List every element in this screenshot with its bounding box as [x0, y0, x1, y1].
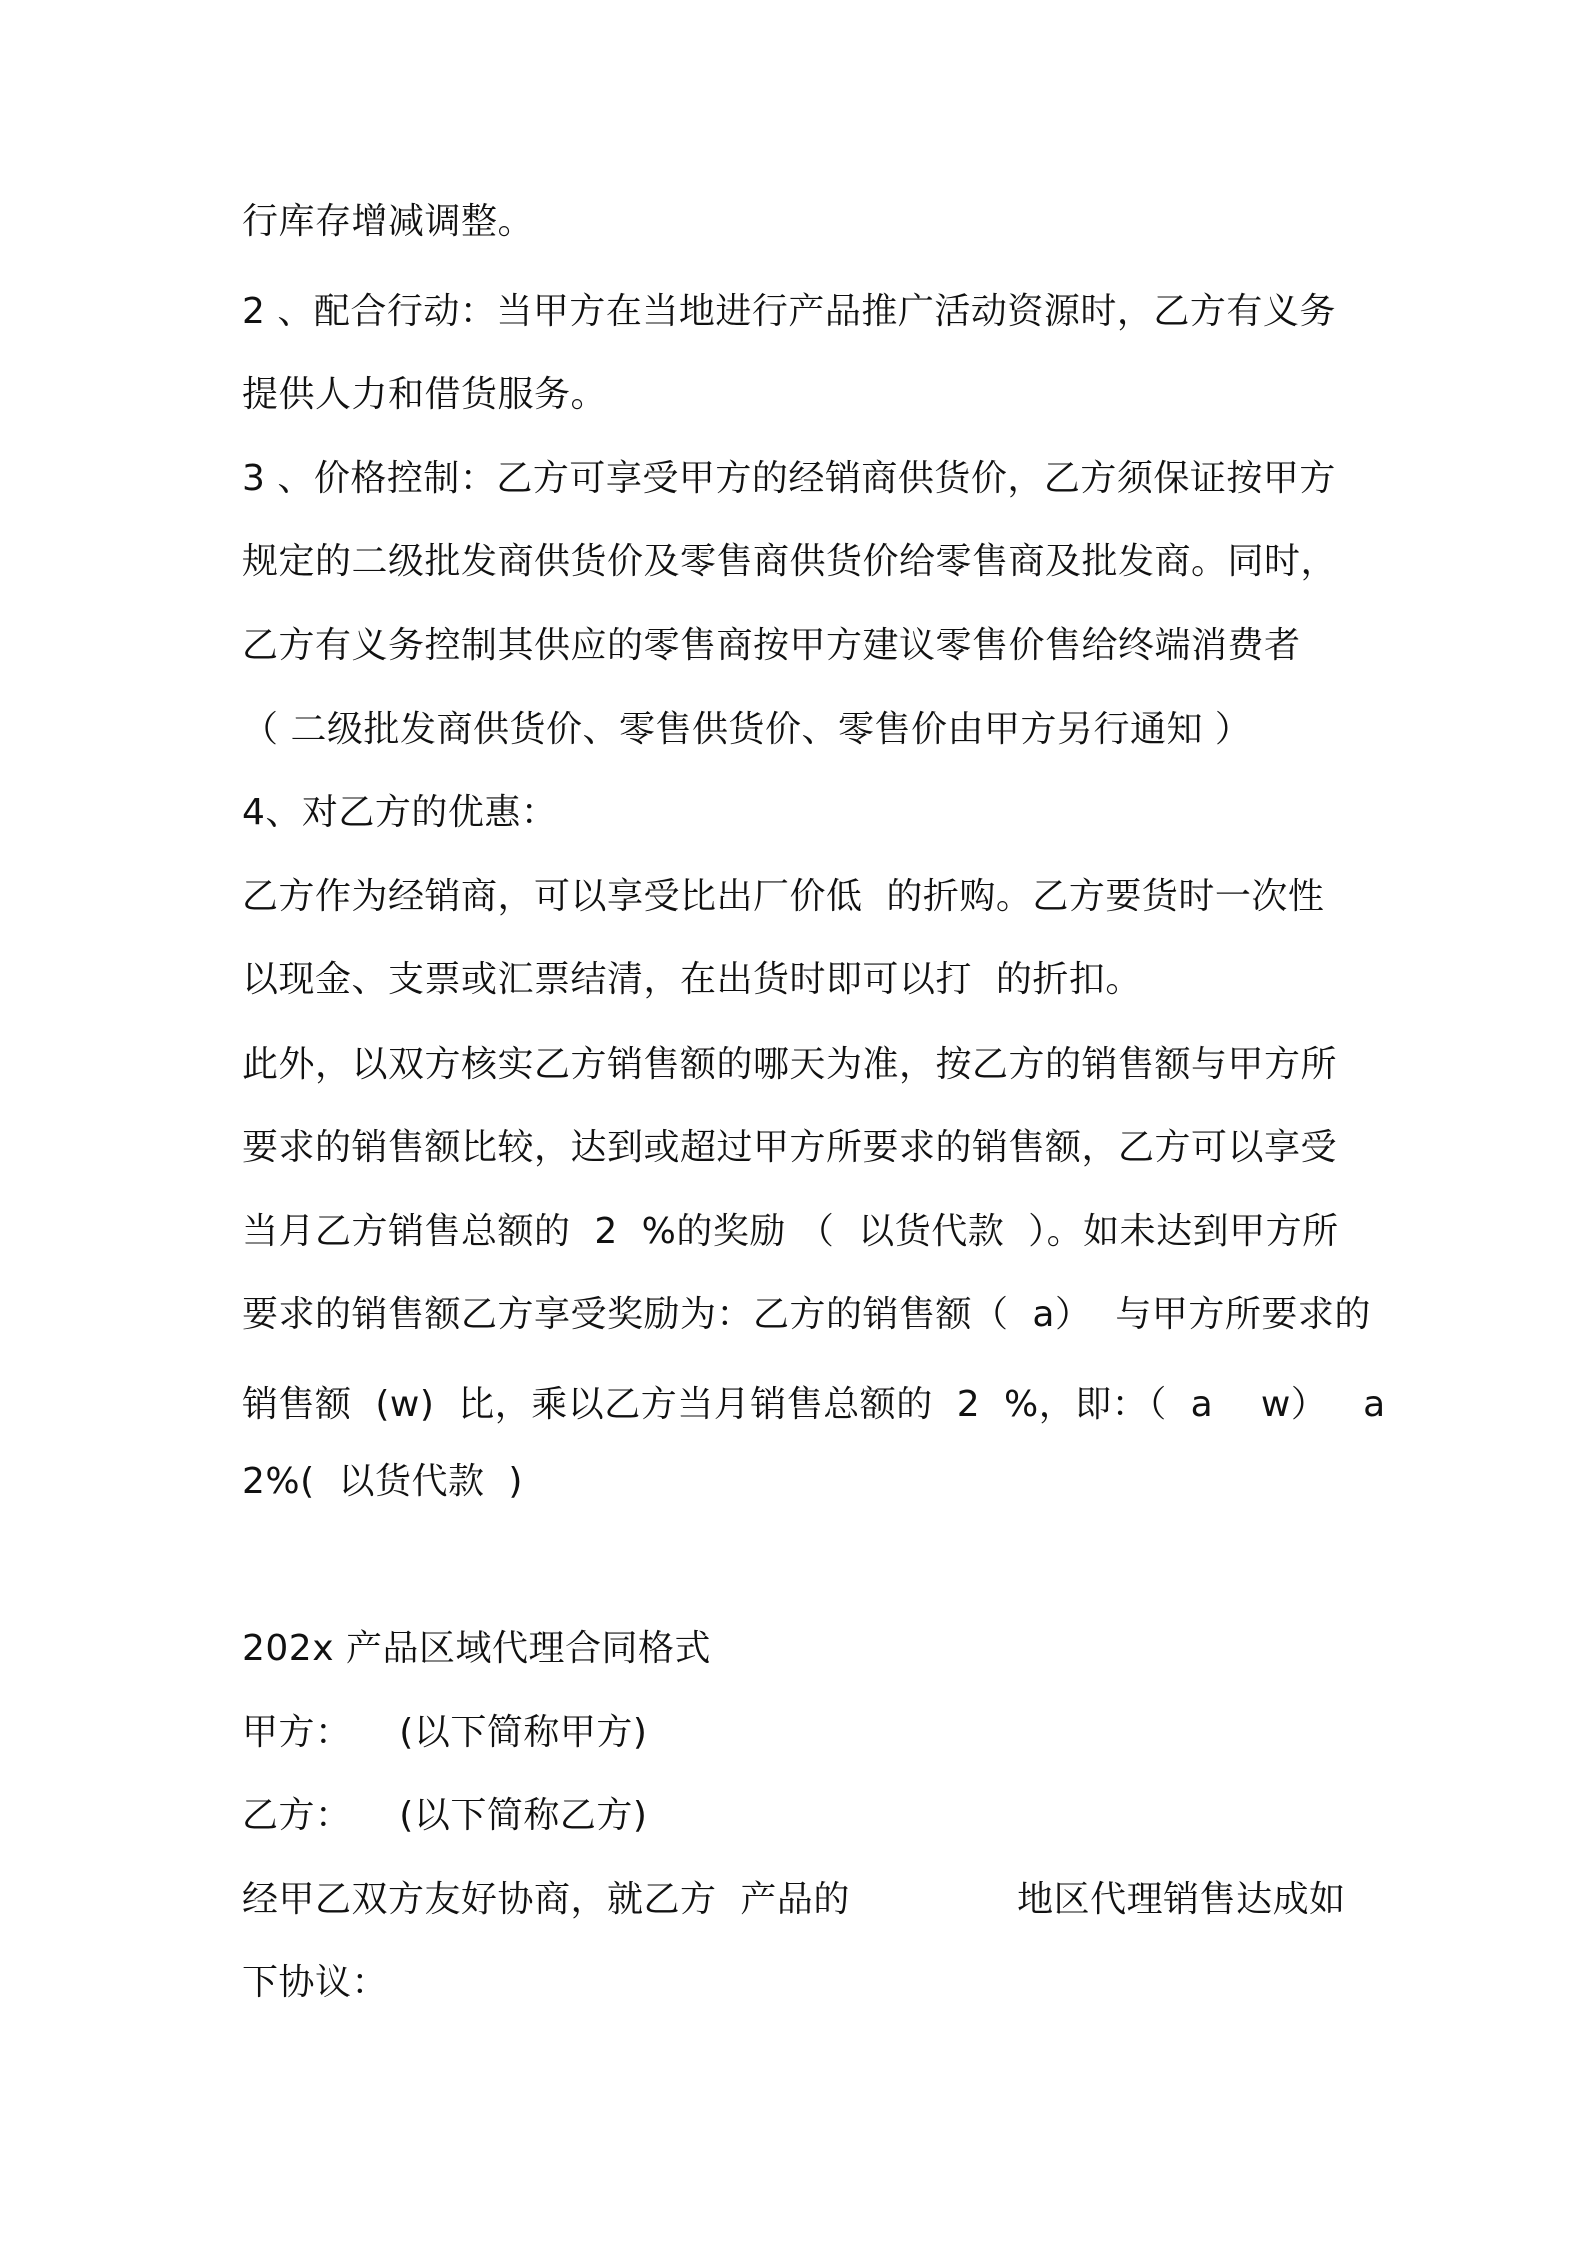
- text-line: 要求的销售额乙方享受奖励为：乙方的销售额（ a） 与甲方所要求的: [242, 1294, 1371, 1335]
- party-b-line: 乙方： (以下简称乙方): [242, 1795, 648, 1836]
- text-line: 乙方作为经销商，可以享受比出厂价低 的折购。乙方要货时一次性: [242, 876, 1325, 917]
- section-title: 202x 产品区域代理合同格式: [242, 1628, 711, 1669]
- text-line: （ 二级批发商供货价、零售供货价、零售价由甲方另行通知 ）: [242, 709, 1252, 750]
- text-line: 提供人力和借货服务。: [242, 374, 608, 415]
- text-line: 此外，以双方核实乙方销售额的哪天为准，按乙方的销售额与甲方所: [242, 1044, 1338, 1085]
- text-line: 3 、价格控制：乙方可享受甲方的经销商供货价，乙方须保证按甲方: [242, 458, 1336, 499]
- text-line: 下协议：: [242, 1962, 389, 2003]
- text-line: 2 、配合行动：当甲方在当地进行产品推广活动资源时，乙方有义务: [242, 291, 1336, 332]
- text-line: 乙方有义务控制其供应的零售商按甲方建议零售价售给终端消费者: [242, 625, 1301, 666]
- party-a-line: 甲方： (以下简称甲方): [242, 1712, 648, 1753]
- text-line: 2%( 以货代款 ): [242, 1461, 523, 1502]
- text-line: 当月乙方销售总额的 2 %的奖励 （ 以货代款 ）。如未达到甲方所: [242, 1211, 1339, 1252]
- text-line: 行库存增减调整。: [242, 201, 535, 242]
- text-line: 以现金、支票或汇票结清，在出货时即可以打 的折扣。: [242, 959, 1142, 1000]
- text-line: 经甲乙双方友好协商，就乙方 产品的 地区代理销售达成如: [242, 1879, 1346, 1920]
- text-line: 要求的销售额比较，达到或超过甲方所要求的销售额，乙方可以享受: [242, 1127, 1338, 1168]
- text-line: 销售额 (w) 比，乘以乙方当月销售总额的 2 %，即：（ a w） a: [242, 1384, 1386, 1425]
- text-line: 4、对乙方的优惠：: [242, 792, 558, 833]
- text-line: 规定的二级批发商供货价及零售商供货价给零售商及批发商。同时，: [242, 541, 1338, 582]
